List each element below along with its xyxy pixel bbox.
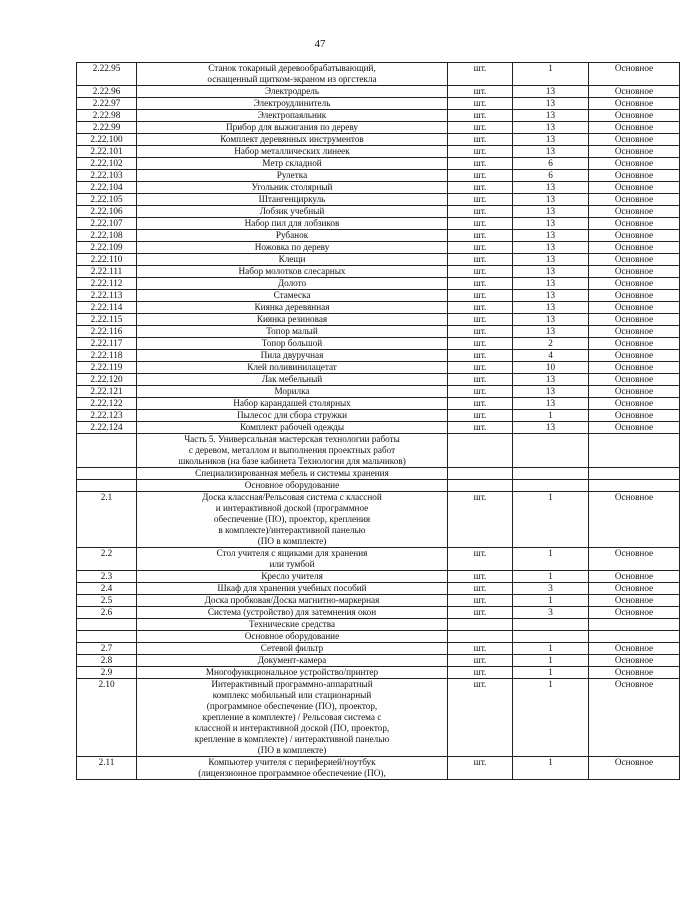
table-row — [77, 194, 680, 206]
category: Основное — [589, 374, 680, 386]
table-row — [77, 548, 680, 571]
quantity: 13 — [513, 302, 589, 314]
row-number: 2.22.120 — [77, 374, 137, 386]
table-row — [77, 242, 680, 254]
quantity: 13 — [513, 86, 589, 98]
table-row — [77, 362, 680, 374]
category: Основное — [589, 63, 680, 86]
quantity: 3 — [513, 583, 589, 595]
table-row — [77, 110, 680, 122]
quantity: 1 — [513, 548, 589, 571]
unit-cell — [448, 434, 513, 468]
category-cell — [589, 619, 680, 631]
row-number: 2.22.124 — [77, 422, 137, 434]
table-row — [77, 158, 680, 170]
table-row — [77, 266, 680, 278]
item-name: Метр складной — [137, 158, 448, 170]
category: Основное — [589, 86, 680, 98]
table-row — [77, 86, 680, 98]
table-row — [77, 607, 680, 619]
item-name: Набор карандашей столярных — [137, 398, 448, 410]
unit: шт. — [448, 607, 513, 619]
table-row — [77, 643, 680, 655]
row-number: 2.22.123 — [77, 410, 137, 422]
row-number: 2.22.121 — [77, 386, 137, 398]
row-number: 2.2 — [77, 548, 137, 571]
row-number: 2.22.110 — [77, 254, 137, 266]
row-number: 2.22.112 — [77, 278, 137, 290]
unit-cell — [448, 468, 513, 480]
item-name: Долото — [137, 278, 448, 290]
item-name: Пила двуручная — [137, 350, 448, 362]
quantity: 13 — [513, 290, 589, 302]
section-title: Часть 5. Универсальная мастерская технологии работы с деревом, металлом и выполнения проектных работ школьников (на базе кабинета Технологии для мальчиков) — [137, 434, 448, 468]
page-number: 47 — [314, 38, 326, 50]
quantity: 1 — [513, 655, 589, 667]
quantity: 13 — [513, 194, 589, 206]
category-cell — [589, 434, 680, 468]
table-row — [77, 595, 680, 607]
row-number: 2.22.101 — [77, 146, 137, 158]
unit: шт. — [448, 110, 513, 122]
category: Основное — [589, 266, 680, 278]
row-number: 2.22.105 — [77, 194, 137, 206]
item-name: Морилка — [137, 386, 448, 398]
table-row — [77, 326, 680, 338]
category: Основное — [589, 254, 680, 266]
unit: шт. — [448, 278, 513, 290]
item-name: Набор пил для лобзиков — [137, 218, 448, 230]
quantity: 4 — [513, 350, 589, 362]
quantity: 13 — [513, 98, 589, 110]
category: Основное — [589, 410, 680, 422]
unit: шт. — [448, 122, 513, 134]
quantity: 13 — [513, 230, 589, 242]
row-number: 2.22.122 — [77, 398, 137, 410]
unit: шт. — [448, 206, 513, 218]
unit: шт. — [448, 146, 513, 158]
quantity: 13 — [513, 206, 589, 218]
item-name: Киянка деревянная — [137, 302, 448, 314]
category: Основное — [589, 314, 680, 326]
row-number-cell — [77, 434, 137, 468]
row-number: 2.22.114 — [77, 302, 137, 314]
quantity: 13 — [513, 146, 589, 158]
row-number-cell — [77, 631, 137, 643]
quantity: 13 — [513, 182, 589, 194]
section-row — [77, 619, 680, 631]
row-number: 2.9 — [77, 667, 137, 679]
table-row — [77, 218, 680, 230]
row-number-cell — [77, 468, 137, 480]
row-number: 2.22.119 — [77, 362, 137, 374]
category: Основное — [589, 218, 680, 230]
item-name: Набор металлических линеек — [137, 146, 448, 158]
row-number: 2.22.116 — [77, 326, 137, 338]
category: Основное — [589, 170, 680, 182]
table-row — [77, 571, 680, 583]
quantity: 10 — [513, 362, 589, 374]
table-row — [77, 667, 680, 679]
row-number: 2.22.95 — [77, 63, 137, 86]
section-row — [77, 434, 680, 468]
item-name: Кресло учителя — [137, 571, 448, 583]
row-number: 2.22.107 — [77, 218, 137, 230]
category: Основное — [589, 230, 680, 242]
item-name: Клещи — [137, 254, 448, 266]
unit: шт. — [448, 86, 513, 98]
table-row — [77, 338, 680, 350]
item-name: Клей поливинилацетат — [137, 362, 448, 374]
row-number: 2.1 — [77, 492, 137, 548]
table-row — [77, 314, 680, 326]
category: Основное — [589, 122, 680, 134]
section-title: Основное оборудование — [137, 480, 448, 492]
table-row — [77, 63, 680, 86]
quantity: 3 — [513, 607, 589, 619]
section-title: Технические средства — [137, 619, 448, 631]
quantity: 13 — [513, 266, 589, 278]
item-name: Рубанок — [137, 230, 448, 242]
item-name: Шкаф для хранения учебных пособий — [137, 583, 448, 595]
row-number: 2.22.113 — [77, 290, 137, 302]
row-number-cell — [77, 619, 137, 631]
category: Основное — [589, 548, 680, 571]
item-name: Набор молотков слесарных — [137, 266, 448, 278]
quantity: 13 — [513, 374, 589, 386]
table-row — [77, 278, 680, 290]
row-number: 2.8 — [77, 655, 137, 667]
item-name: Система (устройство) для затемнения окон — [137, 607, 448, 619]
item-name: Компьютер учителя с периферией/ноутбук (лицензионное программное обеспечение (ПО), — [137, 757, 448, 780]
category: Основное — [589, 595, 680, 607]
table-row — [77, 182, 680, 194]
quantity: 1 — [513, 595, 589, 607]
unit: шт. — [448, 422, 513, 434]
category: Основное — [589, 302, 680, 314]
category: Основное — [589, 98, 680, 110]
row-number-cell — [77, 480, 137, 492]
table-row — [77, 422, 680, 434]
row-number: 2.22.99 — [77, 122, 137, 134]
unit: шт. — [448, 655, 513, 667]
unit: шт. — [448, 290, 513, 302]
quantity: 13 — [513, 122, 589, 134]
category: Основное — [589, 757, 680, 780]
category-cell — [589, 631, 680, 643]
row-number: 2.22.115 — [77, 314, 137, 326]
quantity: 2 — [513, 338, 589, 350]
unit: шт. — [448, 548, 513, 571]
item-name: Электродрель — [137, 86, 448, 98]
category-cell — [589, 468, 680, 480]
row-number: 2.22.117 — [77, 338, 137, 350]
unit: шт. — [448, 182, 513, 194]
item-name: Комплект рабочей одежды — [137, 422, 448, 434]
quantity: 13 — [513, 386, 589, 398]
table-row — [77, 206, 680, 218]
equipment-table-body — [77, 63, 680, 780]
unit: шт. — [448, 254, 513, 266]
item-name: Киянка резиновая — [137, 314, 448, 326]
table-row — [77, 350, 680, 362]
table-row — [77, 757, 680, 780]
quantity: 13 — [513, 218, 589, 230]
quantity: 6 — [513, 158, 589, 170]
quantity: 13 — [513, 134, 589, 146]
row-number: 2.3 — [77, 571, 137, 583]
item-name: Прибор для выжигания по дереву — [137, 122, 448, 134]
category: Основное — [589, 134, 680, 146]
category: Основное — [589, 278, 680, 290]
item-name: Доска классная/Рельсовая система с классной и интерактивной доской (программное обеспечение (ПО), проектор, крепления в комплекте)/интерактивной панелью (ПО в комплекте) — [137, 492, 448, 548]
table-row — [77, 302, 680, 314]
table-row — [77, 398, 680, 410]
unit: шт. — [448, 679, 513, 757]
unit: шт. — [448, 326, 513, 338]
table-row — [77, 146, 680, 158]
quantity: 13 — [513, 278, 589, 290]
unit: шт. — [448, 194, 513, 206]
quantity: 13 — [513, 254, 589, 266]
unit: шт. — [448, 338, 513, 350]
item-name: Электроудлинитель — [137, 98, 448, 110]
row-number: 2.4 — [77, 583, 137, 595]
row-number: 2.22.111 — [77, 266, 137, 278]
table-row — [77, 134, 680, 146]
section-row — [77, 468, 680, 480]
quantity: 1 — [513, 679, 589, 757]
table-row — [77, 290, 680, 302]
category: Основное — [589, 146, 680, 158]
unit: шт. — [448, 362, 513, 374]
item-name: Станок токарный деревообрабатывающий, оснащенный щитком-экраном из оргстекла — [137, 63, 448, 86]
category: Основное — [589, 182, 680, 194]
section-row — [77, 631, 680, 643]
unit: шт. — [448, 98, 513, 110]
row-number: 2.22.98 — [77, 110, 137, 122]
section-title: Основное оборудование — [137, 631, 448, 643]
item-name: Доска пробковая/Доска магнитно-маркерная — [137, 595, 448, 607]
category: Основное — [589, 194, 680, 206]
section-row — [77, 480, 680, 492]
category: Основное — [589, 386, 680, 398]
item-name: Топор большой — [137, 338, 448, 350]
table-row — [77, 583, 680, 595]
category: Основное — [589, 422, 680, 434]
category-cell — [589, 480, 680, 492]
quantity-cell — [513, 631, 589, 643]
item-name: Интерактивный программно-аппаратный комплекс мобильный или стационарный (программное обеспечение (ПО), проектор, крепление в комплекте) / Рельсовая система с классной и интерактивной доской (ПО, проектор, крепление в комплекте) / интерактивной панелью (ПО в комплекте) — [137, 679, 448, 757]
quantity: 13 — [513, 314, 589, 326]
unit: шт. — [448, 230, 513, 242]
category: Основное — [589, 655, 680, 667]
quantity: 6 — [513, 170, 589, 182]
quantity-cell — [513, 468, 589, 480]
quantity: 1 — [513, 63, 589, 86]
unit: шт. — [448, 242, 513, 254]
row-number: 2.22.100 — [77, 134, 137, 146]
quantity-cell — [513, 619, 589, 631]
row-number: 2.22.108 — [77, 230, 137, 242]
item-name: Пылесос для сбора стружки — [137, 410, 448, 422]
quantity: 13 — [513, 242, 589, 254]
table-row — [77, 230, 680, 242]
quantity: 1 — [513, 667, 589, 679]
equipment-table — [76, 62, 680, 780]
item-name: Электропаяльник — [137, 110, 448, 122]
item-name: Рулетка — [137, 170, 448, 182]
item-name: Угольник столярный — [137, 182, 448, 194]
unit-cell — [448, 631, 513, 643]
category: Основное — [589, 607, 680, 619]
item-name: Лак мебельный — [137, 374, 448, 386]
item-name: Ножовка по дереву — [137, 242, 448, 254]
quantity-cell — [513, 480, 589, 492]
item-name: Сетевой фильтр — [137, 643, 448, 655]
unit: шт. — [448, 134, 513, 146]
row-number: 2.7 — [77, 643, 137, 655]
row-number: 2.22.104 — [77, 182, 137, 194]
unit: шт. — [448, 398, 513, 410]
category: Основное — [589, 643, 680, 655]
unit: шт. — [448, 314, 513, 326]
unit: шт. — [448, 266, 513, 278]
unit-cell — [448, 480, 513, 492]
table-row — [77, 410, 680, 422]
category: Основное — [589, 398, 680, 410]
row-number: 2.22.96 — [77, 86, 137, 98]
table-row — [77, 170, 680, 182]
unit: шт. — [448, 492, 513, 548]
row-number: 2.22.103 — [77, 170, 137, 182]
category: Основное — [589, 326, 680, 338]
row-number: 2.22.102 — [77, 158, 137, 170]
row-number: 2.6 — [77, 607, 137, 619]
category: Основное — [589, 492, 680, 548]
category: Основное — [589, 350, 680, 362]
unit: шт. — [448, 63, 513, 86]
row-number: 2.22.109 — [77, 242, 137, 254]
item-name: Комплект деревянных инструментов — [137, 134, 448, 146]
unit-cell — [448, 619, 513, 631]
category: Основное — [589, 110, 680, 122]
row-number: 2.11 — [77, 757, 137, 780]
category: Основное — [589, 290, 680, 302]
category: Основное — [589, 338, 680, 350]
item-name: Многофункциональное устройство/принтер — [137, 667, 448, 679]
row-number: 2.22.106 — [77, 206, 137, 218]
item-name: Документ-камера — [137, 655, 448, 667]
category: Основное — [589, 362, 680, 374]
quantity: 1 — [513, 492, 589, 548]
unit: шт. — [448, 571, 513, 583]
table-row — [77, 386, 680, 398]
table-row — [77, 374, 680, 386]
item-name: Топор малый — [137, 326, 448, 338]
item-name: Лобзик учебный — [137, 206, 448, 218]
table-row — [77, 98, 680, 110]
item-name: Штангенциркуль — [137, 194, 448, 206]
unit: шт. — [448, 595, 513, 607]
item-name: Стол учителя с ящиками для хранения или тумбой — [137, 548, 448, 571]
category: Основное — [589, 158, 680, 170]
row-number: 2.10 — [77, 679, 137, 757]
quantity: 1 — [513, 410, 589, 422]
unit: шт. — [448, 218, 513, 230]
row-number: 2.5 — [77, 595, 137, 607]
quantity: 1 — [513, 571, 589, 583]
unit: шт. — [448, 374, 513, 386]
category: Основное — [589, 571, 680, 583]
unit: шт. — [448, 643, 513, 655]
unit: шт. — [448, 410, 513, 422]
quantity: 13 — [513, 422, 589, 434]
category: Основное — [589, 679, 680, 757]
unit: шт. — [448, 158, 513, 170]
quantity: 13 — [513, 326, 589, 338]
item-name: Стамеска — [137, 290, 448, 302]
quantity: 1 — [513, 643, 589, 655]
unit: шт. — [448, 302, 513, 314]
category: Основное — [589, 242, 680, 254]
table-row — [77, 122, 680, 134]
quantity: 13 — [513, 110, 589, 122]
unit: шт. — [448, 667, 513, 679]
category: Основное — [589, 206, 680, 218]
quantity-cell — [513, 434, 589, 468]
quantity: 1 — [513, 757, 589, 780]
table-row — [77, 254, 680, 266]
unit: шт. — [448, 350, 513, 362]
row-number: 2.22.97 — [77, 98, 137, 110]
unit: шт. — [448, 757, 513, 780]
unit: шт. — [448, 583, 513, 595]
table-row — [77, 655, 680, 667]
row-number: 2.22.118 — [77, 350, 137, 362]
section-title: Специализированная мебель и системы хранения — [137, 468, 448, 480]
table-row — [77, 492, 680, 548]
category: Основное — [589, 667, 680, 679]
unit: шт. — [448, 386, 513, 398]
quantity: 13 — [513, 398, 589, 410]
table-row — [77, 679, 680, 757]
unit: шт. — [448, 170, 513, 182]
category: Основное — [589, 583, 680, 595]
